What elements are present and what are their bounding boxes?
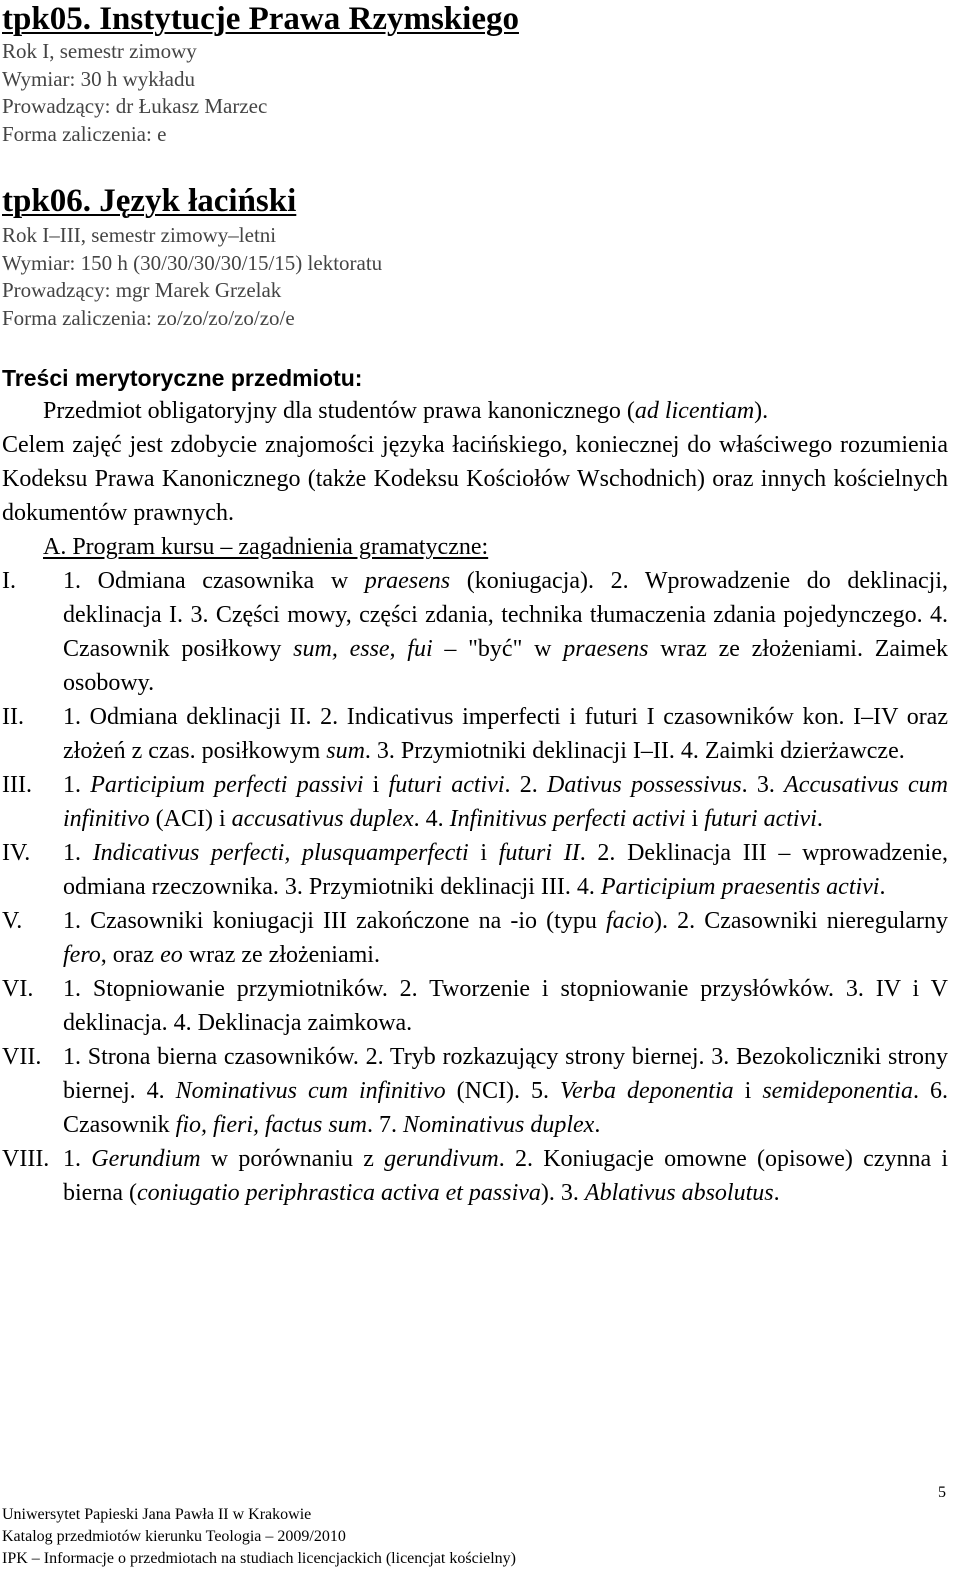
meta-lecturer: Prowadzący: dr Łukasz Marzec	[2, 94, 268, 118]
italic-term: Infinitivus perfecti activi	[449, 806, 686, 832]
italic-term: eo	[160, 942, 183, 968]
footer-university: Uniwersytet Papieski Jana Pawła II w Krakowie	[2, 1506, 312, 1523]
italic-term: praesens	[563, 636, 649, 662]
footer-catalog: Katalog przedmiotów kierunku Teologia – 2009/2010	[2, 1528, 346, 1545]
course-meta-tpk06	[2, 222, 382, 332]
unit-number: IV.	[2, 840, 31, 866]
unit-text-part: .	[879, 874, 886, 900]
unit-text-part: . 4.	[413, 806, 450, 832]
unit-text-part: .	[773, 1180, 780, 1206]
italic-term: semideponentia	[762, 1078, 913, 1104]
unit-text-part: . 7.	[367, 1112, 403, 1138]
italic-term: facio	[605, 908, 654, 934]
program-unit	[2, 768, 948, 836]
unit-text-part: 1. Odmiana czasownika w	[63, 568, 365, 594]
unit-text-part: ). 3.	[540, 1180, 585, 1206]
italic-term: Gerundium	[91, 1146, 201, 1172]
italic-term: accusativus duplex	[231, 806, 414, 832]
unit-number: I.	[2, 568, 16, 594]
unit-number: VII.	[2, 1044, 42, 1070]
program-heading: A. Program kursu – zagadnienia gramatyczne:	[43, 534, 489, 560]
course-content	[2, 394, 948, 1210]
italic-term: futuri II	[498, 840, 580, 866]
unit-text-part: . 2.	[504, 772, 548, 798]
unit-text	[63, 836, 948, 904]
unit-text-part: . 3.	[741, 772, 785, 798]
unit-text-part: 1. Stopniowanie przymiotników. 2. Tworzenie i stopniowanie przysłówków. 3. IV i V deklinacja. 4. Deklinacja zaimkowa.	[63, 976, 948, 1036]
italic-term: gerundivum	[384, 1146, 499, 1172]
unit-text-part: 1.	[63, 772, 91, 798]
intro-end: ).	[754, 398, 769, 424]
unit-text-part: – "być" w	[432, 636, 564, 662]
unit-text-part: 1. Strona bierna czasowników. 2. Tryb rozkazujący strony biernej. 3. Bezokoliczniki strony biernej. 4.	[63, 1044, 948, 1104]
intro-text: Przedmiot obligatoryjny dla studentów prawa kanonicznego (	[43, 398, 635, 424]
unit-text-part: .	[816, 806, 823, 832]
italic-term: Accusativus cum infinitivo	[63, 772, 949, 832]
unit-text-part: w porównaniu z	[200, 1146, 385, 1172]
unit-text	[63, 768, 948, 836]
unit-text-part: i	[685, 806, 705, 832]
italic-term: fio, fieri, factus sum	[175, 1112, 367, 1138]
italic-term: Verba deponentia	[560, 1078, 734, 1104]
italic-term: Participium perfecti passivi	[90, 772, 364, 798]
meta-lecturer: Prowadzący: mgr Marek Grzelak	[2, 278, 282, 302]
unit-text-part: (ACI) i	[149, 806, 232, 832]
unit-text-part: . 3. Przymiotniki deklinacji I–II. 4. Zaimki dzierżawcze.	[364, 738, 905, 764]
unit-text-part: wraz ze złożeniami.	[182, 942, 380, 968]
unit-text-part: (koniugacja). 2. Wprowadzenie do deklinacji, deklinacja I. 3. Części mowy, części zdania, technika tłumaczenia zdania pojedynczego. 4. Czasownik posiłkowy	[63, 568, 948, 662]
footer-ipk: IPK – Informacje o przedmiotach na studiach licencjackich (licencjat kościelny)	[2, 1550, 517, 1567]
program-unit	[2, 1142, 948, 1210]
unit-text-part: . 2. Deklinacja III – wprowadzenie, odmiana rzeczownika. 3. Przymiotniki deklinacji III. 4.	[63, 840, 949, 900]
meta-assessment: Forma zaliczenia: zo/zo/zo/zo/zo/e	[2, 305, 295, 330]
unit-text	[63, 1142, 948, 1210]
unit-text-part: 1.	[63, 1146, 92, 1172]
program-unit	[2, 564, 948, 700]
unit-text-part: i	[733, 1078, 763, 1104]
program-unit	[2, 904, 948, 972]
unit-text-part: ). 2. Czasowniki nieregularny	[653, 908, 949, 934]
italic-term: Ablativus absolutus	[584, 1180, 774, 1206]
page-number: 5	[938, 1484, 946, 1501]
meta-assessment: Forma zaliczenia: e	[2, 121, 167, 146]
meta-year: Rok I–III, semestr zimowy–letni	[2, 223, 277, 247]
italic-term: Dativus possessivus	[547, 772, 742, 798]
italic-term: sum, esse, fui	[293, 636, 433, 662]
unit-text	[63, 1040, 948, 1142]
page-footer	[2, 1504, 516, 1570]
unit-text-part: i	[468, 840, 499, 866]
program-unit	[2, 1040, 948, 1142]
intro-paragraph: Celem zajęć jest zdobycie znajomości języka łacińskiego, koniecznej do właściwego rozumienia Kodeksu Prawa Kanonicznego (także Kodeksu Kościołów Wschodnich) oraz innych kościelnych dokumentów prawnych.	[2, 432, 948, 526]
unit-text	[63, 564, 948, 700]
meta-hours: Wymiar: 30 h wykładu	[2, 66, 195, 91]
unit-text-part: .	[594, 1112, 601, 1138]
unit-text-part: . 2. Koniugacje omowne (opisowe) czynna i bierna (	[63, 1146, 948, 1206]
course-meta-tpk05	[2, 38, 267, 148]
italic-term: coniugatio periphrastica activa et passiva	[136, 1180, 541, 1206]
unit-text-part: 1. Odmiana deklinacji II. 2. Indicativus imperfecti i futuri I czasowników kon. I–IV oraz złożeń z czas. posiłkowym	[63, 704, 948, 764]
unit-text-part: wraz ze złożeniami. Zaimek osobowy.	[63, 636, 948, 696]
italic-term: futuri activi	[704, 806, 817, 832]
unit-text-part: i	[363, 772, 389, 798]
content-heading: Treści merytoryczne przedmiotu:	[2, 365, 363, 391]
meta-hours: Wymiar: 150 h (30/30/30/30/15/15) lektoratu	[2, 250, 383, 275]
italic-term: Participium praesentis activi	[600, 874, 880, 900]
unit-text-part: 1. Czasowniki koniugacji III zakończone na -io (typu	[63, 908, 606, 934]
unit-number: II.	[2, 704, 24, 730]
program-unit	[2, 700, 948, 768]
unit-list	[2, 564, 948, 1210]
course-title-tpk05: tpk05. Instytucje Prawa Rzymskiego	[2, 1, 519, 37]
meta-year: Rok I, semestr zimowy	[2, 39, 197, 63]
italic-term: futuri activi	[388, 772, 505, 798]
italic-term: Nominativus duplex	[403, 1112, 595, 1138]
unit-text-part: 1.	[63, 840, 93, 866]
italic-term: fero	[63, 942, 101, 968]
program-unit	[2, 972, 948, 1040]
unit-text-part: , oraz	[100, 942, 161, 968]
italic-term: praesens	[364, 568, 451, 594]
unit-text	[63, 972, 948, 1040]
intro-line	[2, 394, 948, 428]
unit-number: VI.	[2, 976, 34, 1002]
italic-term: sum	[326, 738, 365, 764]
intro-italic: ad licentiam	[634, 398, 755, 424]
italic-term: Nominativus cum infinitivo	[175, 1078, 446, 1104]
course-title-tpk06: tpk06. Język łaciński	[2, 183, 297, 219]
unit-text-part: . 6. Czasownik	[63, 1078, 948, 1138]
program-unit	[2, 836, 948, 904]
unit-text-part: (NCI). 5.	[445, 1078, 560, 1104]
unit-text	[63, 904, 948, 972]
italic-term: Indicativus perfecti, plusquamperfecti	[92, 840, 469, 866]
unit-text	[63, 700, 948, 768]
unit-number: III.	[2, 772, 32, 798]
unit-number: VIII.	[2, 1146, 50, 1172]
unit-number: V.	[2, 908, 23, 934]
